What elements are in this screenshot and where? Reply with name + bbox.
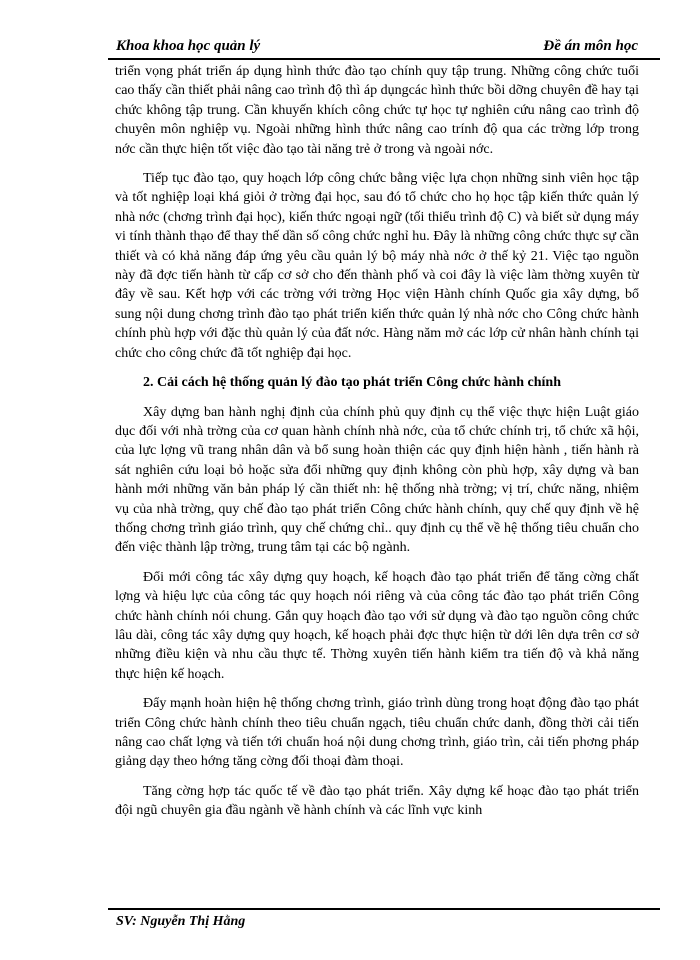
page-header — [108, 34, 660, 60]
paragraph-1: triển vọng phát triển áp dụng hình thức đào tạo chính quy tập trung. Những công chức tuổi cao thấy cần thiết phải nâng cao trình độ thì áp dụngcác hình thức bồi dỡng chuyên đề hay tại chức không tập trung. Cần khuyến khích công chức tự học tự nghiên cứu nâng cao trình độ chuyên môn nghiệp vụ. Ngoài những hình thức nâng cao trính độ qua các trờng lớp trong nớc cần thực hiện tốt việc đào tạo tài năng trẻ ở trong và ngoài nớc. — [115, 64, 639, 157]
header-faculty: Khoa khoa học quản lý — [116, 38, 261, 54]
page-body — [115, 62, 639, 906]
footer-student-name: SV: Nguyễn Thị Hằng — [116, 914, 246, 929]
header-project-title: Đề án môn học — [543, 38, 638, 54]
paragraph-4: Đổi mới công tác xây dựng quy hoạch, kế hoạch đào tạo phát triển để tăng cờng chất lợng và hiệu lực của công tác quy hoạch nói riêng và của công tác đào tạo phát triển Công chức hành chính nói chung. Gắn quy hoạch đào tạo với sử dụng và đào tạo nguồn công chức lâu dài, công tác xây dựng quy hoạch, kế hoạch phải đợc thực hiện từ dới lên dựa trên cơ sở những điều kiện và nhu cầu thực tế. Thờng xuyên tiến hành kiểm tra tiến độ và khả năng thực hiện kế hoạch. — [115, 569, 639, 682]
section-heading: 2. Cải cách hệ thống quản lý đào tạo phát triển Công chức hành chính — [143, 375, 561, 391]
paragraph-3: Xây dựng ban hành nghị định của chính phủ quy định cụ thể việc thực hiện Luật giáo dục đối với nhà trờng của cơ quan hành chính nhà nớc, của tổ chức chính trị, tổ chức xã hội, của lực lợng vũ trang nhân dân và bổ sung hoàn thiện các quy định hiện hành , tiến hành rà sát nghiên cứu loại bỏ hoặc sửa đổi những quy định không còn phù hợp, xây dựng và ban hành mới những văn bản pháp lý cần thiết nh: hệ thống nhà trờng; vị trí, chức năng, nhiệm vụ của nhà trờng, quy chế đào tạo phát triển Công chức hành chính, quy chế quy định về hệ thống chơng trình giáo trình, quy chế chứng chỉ.. quy định cụ thể về hệ thống tiêu chuẩn cho đến việc thành lập trờng, trung tâm tại các bộ ngành. — [115, 404, 639, 556]
paragraph-2: Tiếp tục đào tạo, quy hoạch lớp công chức bằng việc lựa chọn những sinh viên học tập và tốt nghiệp loại khá giỏi ở trờng đại học, sau đó tổ chức cho họ học tập kiến thức quản lý nhà nớc (chơng trình đại học), kiến thức ngoại ngữ (tối thiểu trình độ C) và biết sử dụng máy vi tính thành thạo để thay thế dần số công chức nghỉ hu. Đây là những công chức thực sự cần thiết và có khả năng đáp ứng yêu cầu quản lý bộ máy nhà nớc ở thế kỷ 21. Việc tạo nguồn này đã đợc tiến hành từ cấp cơ sở cho đến thành phố và coi đây là việc làm thờng xuyên từ đây về sau. Kết hợp với các trờng với trờng Học viện Hành chính Quốc gia xây dựng, bổ sung nội dung chơng trình đào tạo phát triển kiến thức quản lý nhà nớc cho Công chức hành chính phù hợp với đặc thù quản lý của đất nớc. Hàng năm mở các lớp cử nhân hành chính tại chức cho công chức đã tốt nghiệp đại học. — [115, 171, 639, 361]
paragraph-5: Đẩy mạnh hoàn hiện hệ thống chơng trình, giáo trình dùng trong hoạt động đào tạo phát triển Công chức hành chính theo tiêu chuẩn ngạch, tiêu chuẩn chức danh, đồng thời cải tiến nâng cao chất lợng và tiến tới chuẩn hoá nội dung chơng trình, giáo trìn, cải tiến phơng pháp giảng dạy theo hớng tăng cờng đối thoại đàm thoại. — [115, 696, 639, 770]
paragraph-6: Tăng cờng hợp tác quốc tế về đào tạo phát triển. Xây dựng kế hoạc đào tạo phát triển đội ngũ chuyên gia đầu ngành về hành chính và các lĩnh vực kinh — [115, 783, 639, 819]
page-footer — [108, 908, 660, 934]
